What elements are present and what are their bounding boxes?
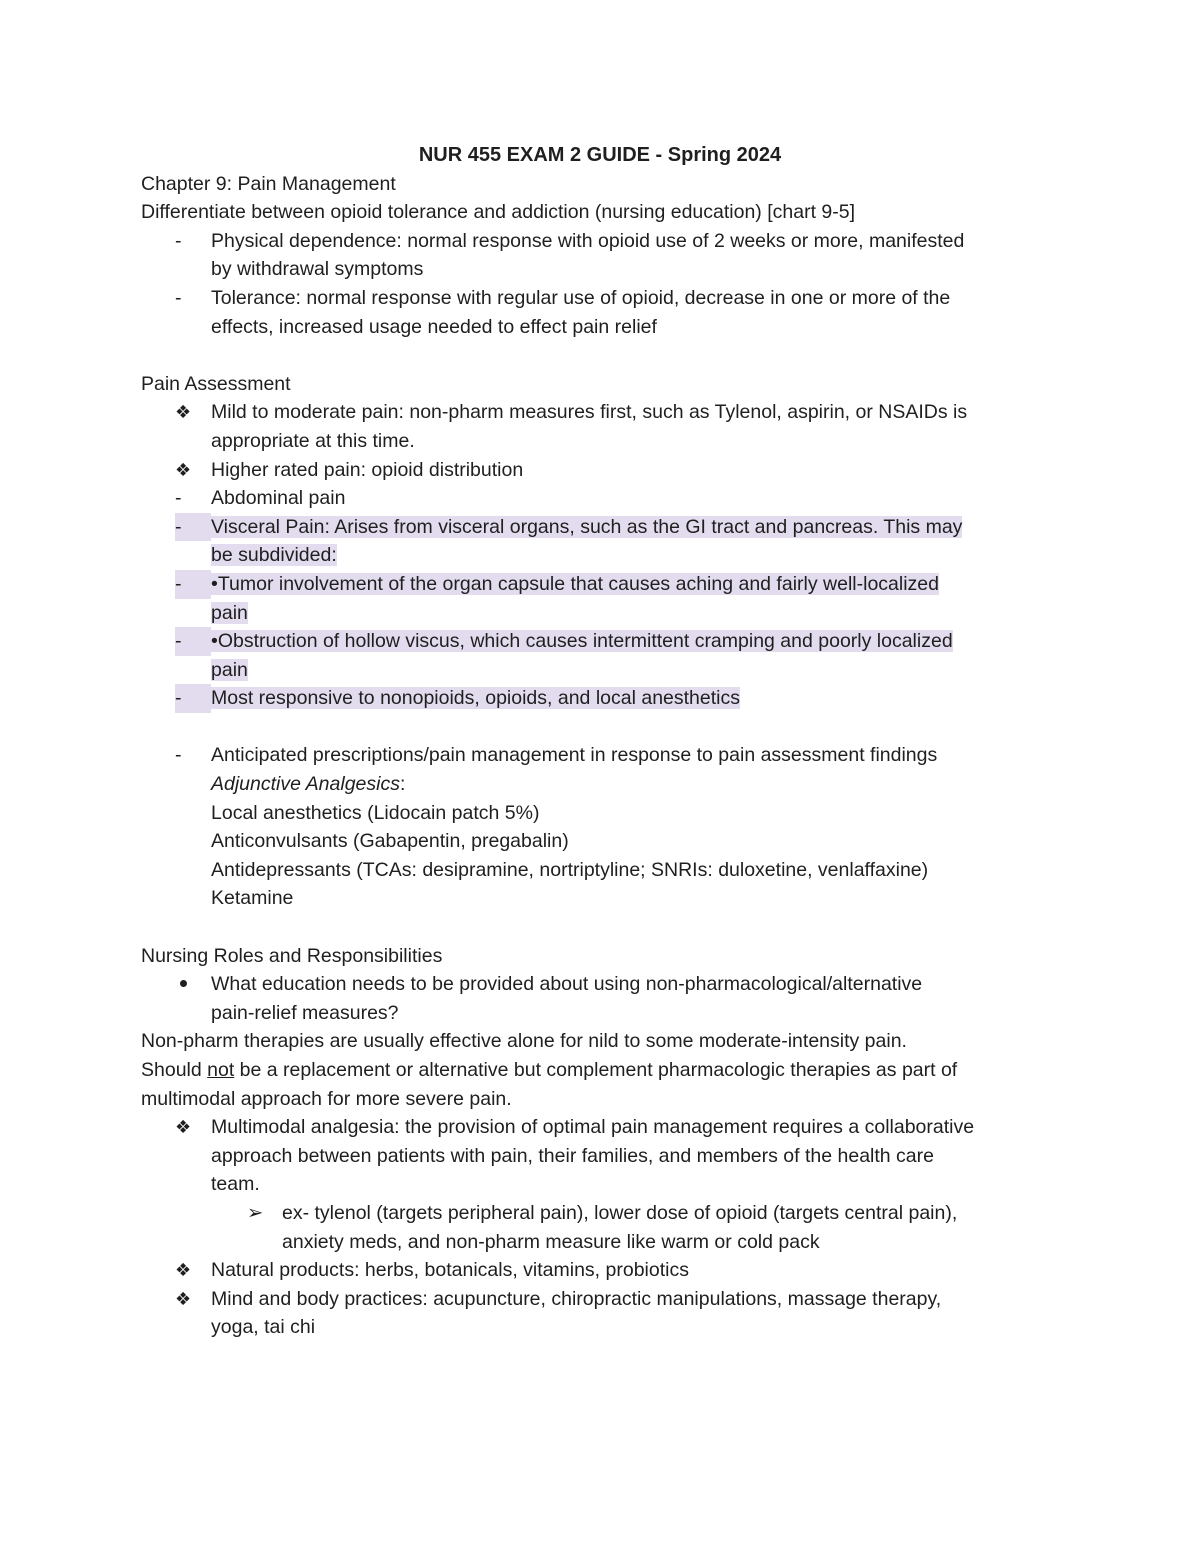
list-item [141, 1256, 1061, 1285]
adjunctive-item: Local anesthetics (Lidocain patch 5%) [211, 801, 540, 824]
list-item [141, 456, 1061, 485]
adjunctive-item: Anticonvulsants (Gabapentin, pregabalin) [211, 830, 569, 853]
dash-marker: - [175, 229, 182, 252]
highlighted-list-item [141, 513, 1061, 542]
diamond-bullet-icon: ❖ [175, 1117, 192, 1138]
arrow-bullet-icon: ➢ [247, 1201, 264, 1224]
list-item-text: What education needs to be provided about using non-pharmacological/alternative [211, 973, 923, 996]
list-item-continuation: approach between patients with pain, their families, and members of the health care [211, 1144, 934, 1167]
list-item [141, 970, 1061, 999]
dash-marker: - [175, 684, 211, 713]
list-item [141, 484, 1061, 513]
list-item-continuation [141, 656, 1061, 685]
list-item-continuation: team. [211, 1173, 260, 1196]
diamond-bullet-icon: ❖ [175, 1288, 192, 1309]
paragraph-line [141, 1056, 1061, 1085]
list-item [141, 227, 1061, 256]
document-body [141, 141, 1061, 1342]
highlighted-text: be subdivided: [211, 544, 337, 567]
highlighted-list-item [141, 570, 1061, 599]
list-item [141, 284, 1061, 313]
list-item-continuation: appropriate at this time. [211, 429, 415, 452]
list-item-continuation [141, 599, 1061, 628]
list-item-continuation: effects, increased usage needed to effect pain relief [211, 315, 657, 338]
paragraph-text: be a replacement or alternative but complement pharmacologic therapies as part of [234, 1059, 958, 1081]
list-item [141, 741, 1061, 770]
adjunctive-item: Ketamine [211, 887, 294, 910]
list-item-text: •Obstruction of hollow viscus, which causes intermittent cramping and poorly localized [211, 630, 953, 653]
list-item-continuation: yoga, tai chi [211, 1316, 316, 1339]
list-item-text: •Tumor involvement of the organ capsule that causes aching and fairly well-localized [211, 572, 939, 595]
dash-marker: - [175, 487, 182, 510]
list-item-text: Physical dependence: normal response with opioid use of 2 weeks or more, manifested [211, 229, 965, 252]
list-item-text: ex- tylenol (targets peripheral pain), lower dose of opioid (targets central pain), [282, 1201, 958, 1224]
paragraph-line: Non-pharm therapies are usually effective alone for nild to some moderate-intensity pain. [141, 1030, 907, 1053]
list-item [141, 1113, 1061, 1142]
dash-marker: - [175, 286, 182, 309]
dash-marker: - [175, 513, 211, 542]
list-item-text: Most responsive to nonopioids, opioids, and local anesthetics [211, 687, 740, 710]
paragraph-line: multimodal approach for more severe pain. [141, 1087, 512, 1110]
adjunctive-colon: : [399, 773, 406, 796]
list-item-text: Multimodal analgesia: the provision of optimal pain management requires a collaborative [211, 1116, 975, 1139]
list-item-text: Higher rated pain: opioid distribution [211, 458, 524, 481]
list-item-continuation: pain-relief measures? [211, 1001, 399, 1024]
section-heading-pain-assessment: Pain Assessment [141, 372, 291, 395]
diamond-bullet-icon: ❖ [175, 1260, 192, 1281]
list-item-text: Mind and body practices: acupuncture, chiropractic manipulations, massage therapy, [211, 1287, 942, 1310]
diamond-bullet-icon: ❖ [175, 402, 192, 423]
diamond-bullet-icon: ❖ [175, 459, 192, 480]
list-item-text: Anticipated prescriptions/pain management in response to pain assessment findings [211, 744, 938, 767]
dash-marker: - [175, 570, 211, 599]
dash-marker: - [175, 744, 182, 767]
list-item [141, 398, 1061, 427]
list-item-text: Tolerance: normal response with regular use of opioid, decrease in one or more of the [211, 286, 951, 309]
section-heading-nursing: Nursing Roles and Responsibilities [141, 944, 443, 967]
highlighted-list-item [141, 684, 1061, 713]
blank-line [141, 913, 1061, 942]
chapter-heading: Chapter 9: Pain Management [141, 172, 396, 195]
blank-line [141, 341, 1061, 370]
list-item-continuation: anxiety meds, and non-pharm measure like warm or cold pack [282, 1230, 820, 1253]
list-item-text: Abdominal pain [211, 487, 346, 510]
differentiate-line: Differentiate between opioid tolerance and addiction (nursing education) [chart 9-5] [141, 201, 856, 224]
list-item-continuation: by withdrawal symptoms [211, 258, 424, 281]
list-item-text: Natural products: herbs, botanicals, vitamins, probiotics [211, 1259, 689, 1282]
list-item [141, 1285, 1061, 1314]
list-item-text: Visceral Pain: Arises from visceral organs, such as the GI tract and pancreas. This may [211, 515, 963, 538]
dash-marker: - [175, 627, 211, 656]
blank-line [141, 713, 1061, 742]
document-title: NUR 455 EXAM 2 GUIDE - Spring 2024 [418, 144, 782, 166]
adjunctive-item: Antidepressants (TCAs: desipramine, nortriptyline; SNRIs: duloxetine, venlaffaxine) [211, 858, 929, 881]
adjunctive-heading [141, 770, 1061, 799]
adjunctive-label: Adjunctive Analgesics [211, 773, 400, 796]
list-item-continuation [141, 541, 1061, 570]
sub-list-item [141, 1199, 1061, 1228]
paragraph-text: Should [141, 1059, 208, 1081]
bullet-dot-icon [175, 970, 205, 999]
highlighted-list-item [141, 627, 1061, 656]
highlighted-text: pain [211, 658, 248, 681]
list-item-text: Mild to moderate pain: non-pharm measures first, such as Tylenol, aspirin, or NSAIDs is [211, 401, 968, 424]
underlined-word: not [207, 1059, 235, 1081]
highlighted-text: pain [211, 601, 248, 624]
